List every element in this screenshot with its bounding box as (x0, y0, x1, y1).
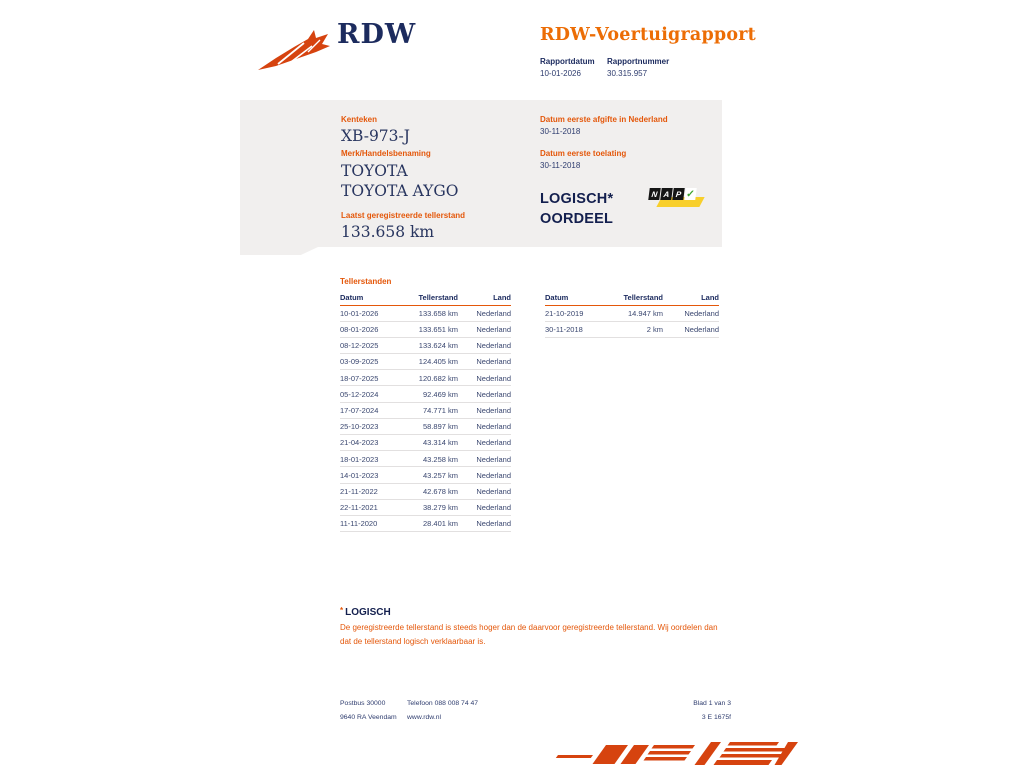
column-header-land: Land (493, 292, 511, 302)
cell-land: Nederland (476, 519, 511, 529)
table-row (340, 467, 511, 483)
tellerstanden-title: Tellerstanden (340, 277, 392, 286)
table-row (340, 306, 511, 322)
column-header-datum: Datum (340, 292, 364, 302)
rdw-wing-logo-icon (256, 26, 336, 72)
note-body (340, 621, 738, 648)
footer-form-code: 3 E 1675f (701, 714, 731, 721)
footer-phone: Telefoon 088 008 74 47 (407, 700, 479, 707)
cell-land: Nederland (476, 389, 511, 399)
cell-land: Nederland (476, 357, 511, 367)
report-date-label: Rapportdatum (540, 57, 595, 66)
note-body-line1: De geregistreerde tellerstand is steeds hoger dan de daarvoor geregistreerde tellerstand. Wij oordelen dan (340, 623, 718, 632)
kenteken-value: XB-973-J (341, 127, 410, 145)
cell-datum: 18-01-2023 (340, 454, 379, 464)
cell-land: Nederland (684, 325, 719, 335)
eerste-toelating-value: 30-11-2018 (540, 161, 581, 170)
column-header-tellerstand: Tellerstand (418, 292, 458, 302)
cell-land: Nederland (476, 325, 511, 335)
cell-datum: 17-07-2024 (340, 406, 379, 416)
cell-datum: 05-12-2024 (340, 389, 379, 399)
table-row (340, 435, 511, 451)
cell-land: Nederland (476, 454, 511, 464)
cell-tellerstand: 2 km (646, 325, 663, 335)
cell-datum: 30-11-2018 (545, 325, 583, 335)
nap-logo (649, 186, 701, 212)
oordeel-text (540, 189, 613, 229)
laatste-tellerstand-label: Laatst geregistreerde tellerstand (341, 211, 466, 220)
table-row (340, 484, 511, 500)
eerste-afgifte-label: Datum eerste afgifte in Nederland (540, 115, 668, 124)
odometer-table-right (545, 290, 719, 338)
report-number-value: 30.315.957 (607, 69, 648, 78)
table-row (545, 322, 719, 338)
table-row (340, 500, 511, 516)
oordeel-line2: OORDEEL (540, 211, 614, 227)
merk-value: TOYOTA TOYOTA AYGO (341, 162, 459, 200)
footer-page-number: Blad 1 van 3 (693, 700, 731, 707)
cell-datum: 14-01-2023 (340, 470, 379, 480)
cell-datum: 25-10-2023 (340, 422, 379, 432)
cell-tellerstand: 133.658 km (418, 308, 458, 318)
cell-tellerstand: 38.279 km (422, 503, 458, 513)
note-title: LOGISCH (345, 607, 391, 618)
cell-datum: 08-12-2025 (340, 341, 379, 351)
nap-letter-p: P (672, 188, 684, 200)
merk-label: Merk/Handelsbenaming (341, 149, 431, 158)
nap-letter-a: A (660, 188, 672, 200)
footer-address-line1: Postbus 30000 (340, 700, 386, 707)
table-row (340, 451, 511, 467)
cell-land: Nederland (684, 308, 719, 318)
document-title: RDW-Voertuigrapport (540, 25, 756, 45)
cell-land: Nederland (476, 438, 511, 448)
table-row (340, 403, 511, 419)
cell-tellerstand: 58.897 km (422, 422, 458, 432)
cell-datum: 21-04-2023 (340, 438, 379, 448)
cell-datum: 08-01-2026 (340, 325, 379, 335)
nap-letter-n: N (648, 188, 660, 200)
cell-land: Nederland (476, 341, 511, 351)
cell-land: Nederland (476, 470, 511, 480)
decorative-speed-marks-icon (548, 740, 798, 768)
nap-check-icon: ✓ (685, 188, 696, 200)
cell-tellerstand: 74.771 km (422, 406, 458, 416)
cell-tellerstand: 43.257 km (422, 470, 458, 480)
cell-datum: 03-09-2025 (340, 357, 379, 367)
table-row (340, 419, 511, 435)
cell-land: Nederland (476, 373, 511, 383)
cell-datum: 18-07-2025 (340, 373, 379, 383)
report-number-label: Rapportnummer (607, 57, 670, 66)
cell-tellerstand: 92.469 km (422, 389, 458, 399)
cell-tellerstand: 43.314 km (422, 438, 458, 448)
oordeel-line1: LOGISCH* (540, 191, 614, 207)
cell-tellerstand: 43.258 km (422, 454, 458, 464)
table-row (340, 386, 511, 402)
note-asterisk: * (340, 606, 344, 615)
panel-corner-tab (240, 247, 318, 255)
report-date-value: 10-01-2026 (540, 69, 581, 78)
table-row (340, 516, 511, 532)
odometer-table-left (340, 290, 511, 532)
table-row (340, 322, 511, 338)
cell-tellerstand: 124.405 km (418, 357, 458, 367)
note-body-line2: dat de tellerstand logisch verklaarbaar is. (340, 636, 486, 646)
table-header-row (340, 290, 511, 306)
cell-tellerstand: 133.624 km (418, 341, 458, 351)
cell-tellerstand: 28.401 km (422, 519, 458, 529)
table-row (340, 354, 511, 370)
cell-tellerstand: 133.651 km (418, 325, 458, 335)
column-header-tellerstand: Tellerstand (623, 292, 663, 302)
cell-land: Nederland (476, 406, 511, 416)
kenteken-label: Kenteken (341, 115, 378, 124)
column-header-datum: Datum (545, 292, 569, 302)
cell-land: Nederland (476, 486, 511, 496)
footer-address-line2: 9640 RA Veendam (340, 714, 397, 721)
rdw-wordmark: RDW (337, 19, 417, 50)
table-row (340, 370, 511, 386)
laatste-tellerstand-value: 133.658 km (341, 223, 435, 241)
cell-land: Nederland (476, 422, 511, 432)
cell-tellerstand: 42.678 km (422, 486, 458, 496)
note-heading (340, 606, 391, 618)
cell-tellerstand: 14.947 km (627, 308, 663, 318)
table-row (545, 306, 719, 322)
table-row (340, 338, 511, 354)
footer-website-link[interactable]: www.rdw.nl (407, 714, 441, 721)
eerste-toelating-label: Datum eerste toelating (540, 149, 627, 158)
cell-datum: 22-11-2021 (340, 503, 378, 513)
cell-datum: 10-01-2026 (340, 308, 379, 318)
column-header-land: Land (701, 292, 719, 302)
cell-tellerstand: 120.682 km (418, 373, 458, 383)
cell-land: Nederland (476, 308, 511, 318)
cell-datum: 21-10-2019 (545, 308, 584, 318)
cell-datum: 21-11-2022 (340, 486, 378, 496)
table-header-row (545, 290, 719, 306)
eerste-afgifte-value: 30-11-2018 (540, 127, 581, 136)
cell-datum: 11-11-2020 (340, 519, 378, 529)
cell-land: Nederland (476, 503, 511, 513)
